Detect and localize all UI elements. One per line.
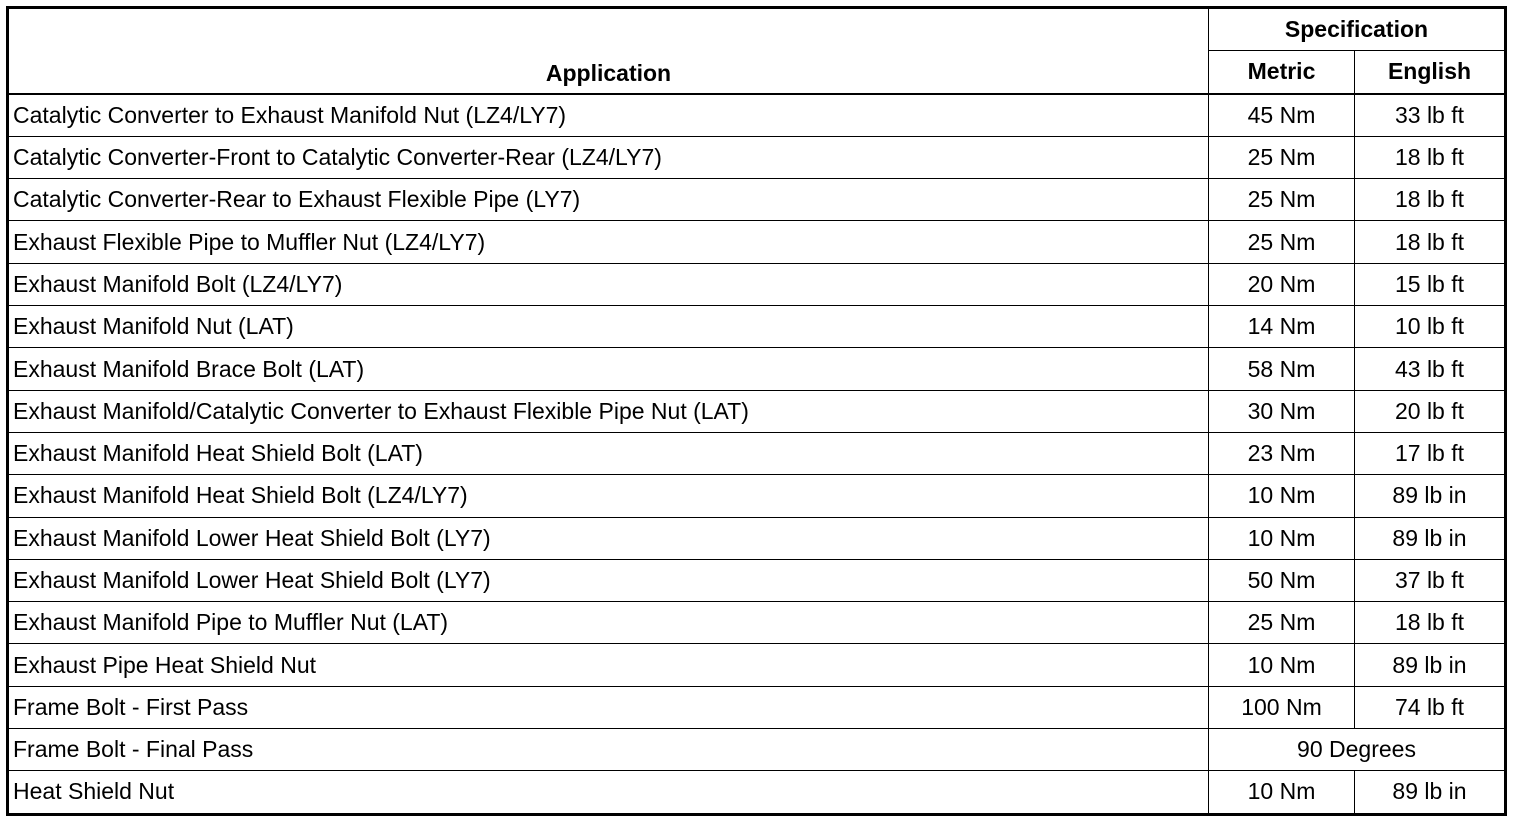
- table-body: [8, 94, 1506, 815]
- english-cell: 89 lb in: [1355, 771, 1506, 814]
- specification-header: Specification: [1209, 8, 1506, 51]
- application-cell: Exhaust Manifold Lower Heat Shield Bolt (LY7): [8, 559, 1209, 601]
- application-cell: Exhaust Manifold Bolt (LZ4/LY7): [8, 263, 1209, 305]
- metric-cell: 14 Nm: [1209, 306, 1355, 348]
- metric-cell: 20 Nm: [1209, 263, 1355, 305]
- metric-cell: 10 Nm: [1209, 517, 1355, 559]
- table-row: [8, 559, 1506, 601]
- metric-cell: 100 Nm: [1209, 686, 1355, 728]
- application-cell: Catalytic Converter-Rear to Exhaust Flexible Pipe (LY7): [8, 179, 1209, 221]
- application-cell: Exhaust Manifold/Catalytic Converter to Exhaust Flexible Pipe Nut (LAT): [8, 390, 1209, 432]
- metric-cell: 23 Nm: [1209, 432, 1355, 474]
- table-row: [8, 686, 1506, 728]
- table-row: [8, 771, 1506, 814]
- table-row: [8, 432, 1506, 474]
- application-header: Application: [8, 8, 1209, 94]
- table-row: [8, 348, 1506, 390]
- specification-cell: 90 Degrees: [1209, 729, 1506, 771]
- metric-cell: 25 Nm: [1209, 136, 1355, 178]
- metric-cell: 25 Nm: [1209, 602, 1355, 644]
- metric-cell: 30 Nm: [1209, 390, 1355, 432]
- application-cell: Heat Shield Nut: [8, 771, 1209, 814]
- english-cell: 37 lb ft: [1355, 559, 1506, 601]
- table-row: [8, 263, 1506, 305]
- english-cell: 89 lb in: [1355, 517, 1506, 559]
- table-row: [8, 602, 1506, 644]
- application-cell: Frame Bolt - Final Pass: [8, 729, 1209, 771]
- table-header: [8, 8, 1506, 94]
- metric-cell: 25 Nm: [1209, 221, 1355, 263]
- table-row: [8, 644, 1506, 686]
- table-row: [8, 179, 1506, 221]
- application-cell: Exhaust Flexible Pipe to Muffler Nut (LZ4/LY7): [8, 221, 1209, 263]
- metric-cell: 10 Nm: [1209, 475, 1355, 517]
- torque-specification-table: [6, 6, 1507, 816]
- application-cell: Frame Bolt - First Pass: [8, 686, 1209, 728]
- table-row: [8, 136, 1506, 178]
- english-cell: 89 lb in: [1355, 475, 1506, 517]
- english-cell: 43 lb ft: [1355, 348, 1506, 390]
- english-cell: 18 lb ft: [1355, 136, 1506, 178]
- english-cell: 18 lb ft: [1355, 179, 1506, 221]
- english-cell: 33 lb ft: [1355, 94, 1506, 137]
- table-row: [8, 221, 1506, 263]
- english-cell: 18 lb ft: [1355, 602, 1506, 644]
- english-header: English: [1355, 51, 1506, 94]
- metric-cell: 58 Nm: [1209, 348, 1355, 390]
- metric-header: Metric: [1209, 51, 1355, 94]
- application-cell: Catalytic Converter-Front to Catalytic Converter-Rear (LZ4/LY7): [8, 136, 1209, 178]
- metric-cell: 10 Nm: [1209, 644, 1355, 686]
- english-cell: 74 lb ft: [1355, 686, 1506, 728]
- application-cell: Exhaust Manifold Brace Bolt (LAT): [8, 348, 1209, 390]
- english-cell: 20 lb ft: [1355, 390, 1506, 432]
- table-row: [8, 306, 1506, 348]
- table-row: [8, 94, 1506, 137]
- application-cell: Exhaust Pipe Heat Shield Nut: [8, 644, 1209, 686]
- metric-cell: 50 Nm: [1209, 559, 1355, 601]
- metric-cell: 25 Nm: [1209, 179, 1355, 221]
- application-cell: Exhaust Manifold Lower Heat Shield Bolt (LY7): [8, 517, 1209, 559]
- english-cell: 10 lb ft: [1355, 306, 1506, 348]
- application-cell: Exhaust Manifold Heat Shield Bolt (LZ4/LY7): [8, 475, 1209, 517]
- english-cell: 17 lb ft: [1355, 432, 1506, 474]
- header-row-top: [8, 8, 1506, 51]
- application-cell: Exhaust Manifold Heat Shield Bolt (LAT): [8, 432, 1209, 474]
- application-cell: Exhaust Manifold Pipe to Muffler Nut (LAT): [8, 602, 1209, 644]
- english-cell: 15 lb ft: [1355, 263, 1506, 305]
- metric-cell: 10 Nm: [1209, 771, 1355, 814]
- table-row: [8, 390, 1506, 432]
- table-row: [8, 517, 1506, 559]
- table-row: [8, 729, 1506, 771]
- table-row: [8, 475, 1506, 517]
- application-cell: Exhaust Manifold Nut (LAT): [8, 306, 1209, 348]
- english-cell: 18 lb ft: [1355, 221, 1506, 263]
- english-cell: 89 lb in: [1355, 644, 1506, 686]
- application-cell: Catalytic Converter to Exhaust Manifold Nut (LZ4/LY7): [8, 94, 1209, 137]
- metric-cell: 45 Nm: [1209, 94, 1355, 137]
